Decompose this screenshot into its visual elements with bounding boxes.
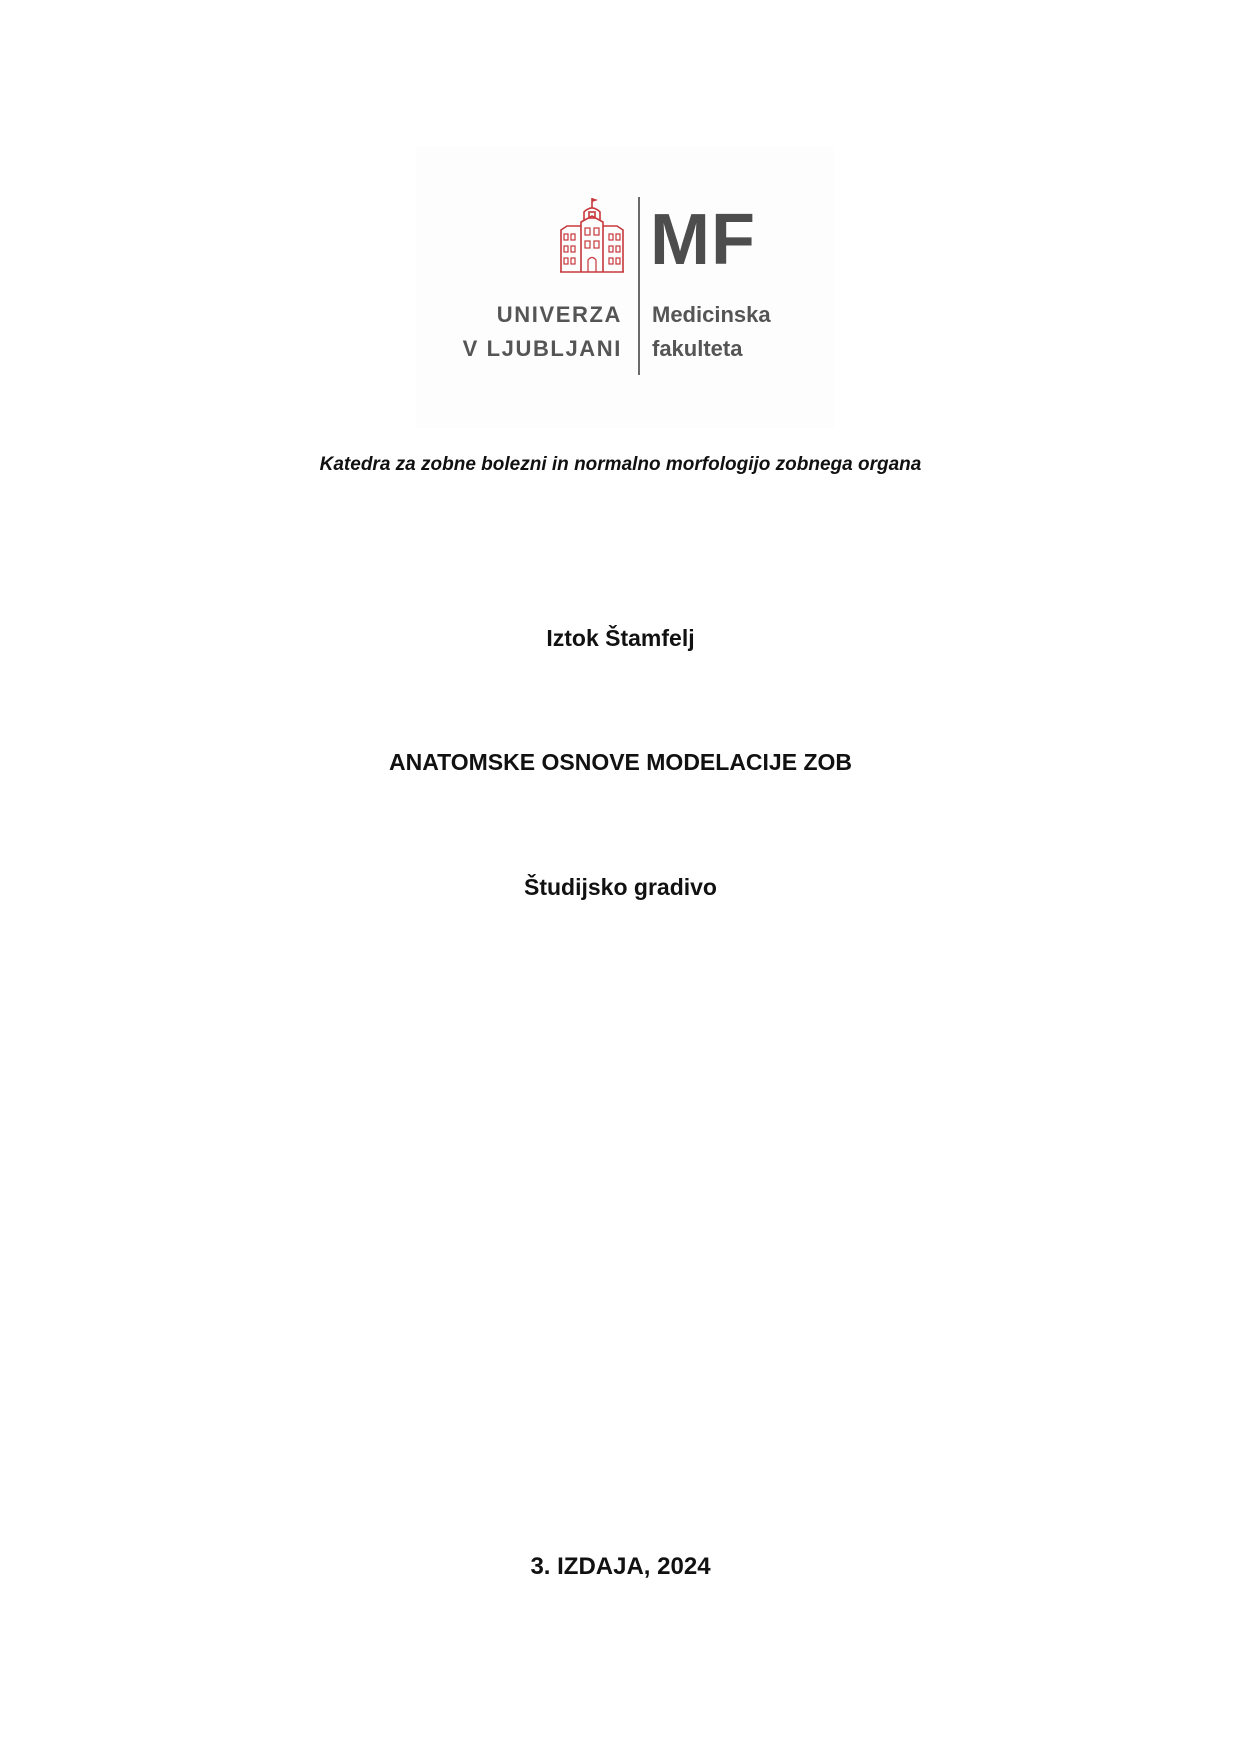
university-building-icon xyxy=(559,196,625,274)
faculty-name-line1: Medicinska xyxy=(652,302,771,327)
university-name-line2: V LJUBLJANI xyxy=(462,336,622,361)
edition-info: 3. IZDAJA, 2024 xyxy=(530,1553,711,1580)
faculty-name-line2: fakulteta xyxy=(652,336,743,361)
department-name: Katedra za zobne bolezni in normalno morfologijo zobnega organa xyxy=(319,454,922,475)
author-name: Iztok Štamfelj xyxy=(546,625,695,651)
university-logo xyxy=(416,146,834,428)
document-subtitle: Študijsko gradivo xyxy=(524,874,717,900)
logo-divider xyxy=(638,197,640,375)
faculty-abbreviation: MF xyxy=(650,200,756,280)
university-name-line1: UNIVERZA xyxy=(496,302,622,327)
university-name xyxy=(463,298,622,366)
document-title: ANATOMSKE OSNOVE MODELACIJE ZOB xyxy=(388,749,853,775)
faculty-name xyxy=(652,298,771,366)
